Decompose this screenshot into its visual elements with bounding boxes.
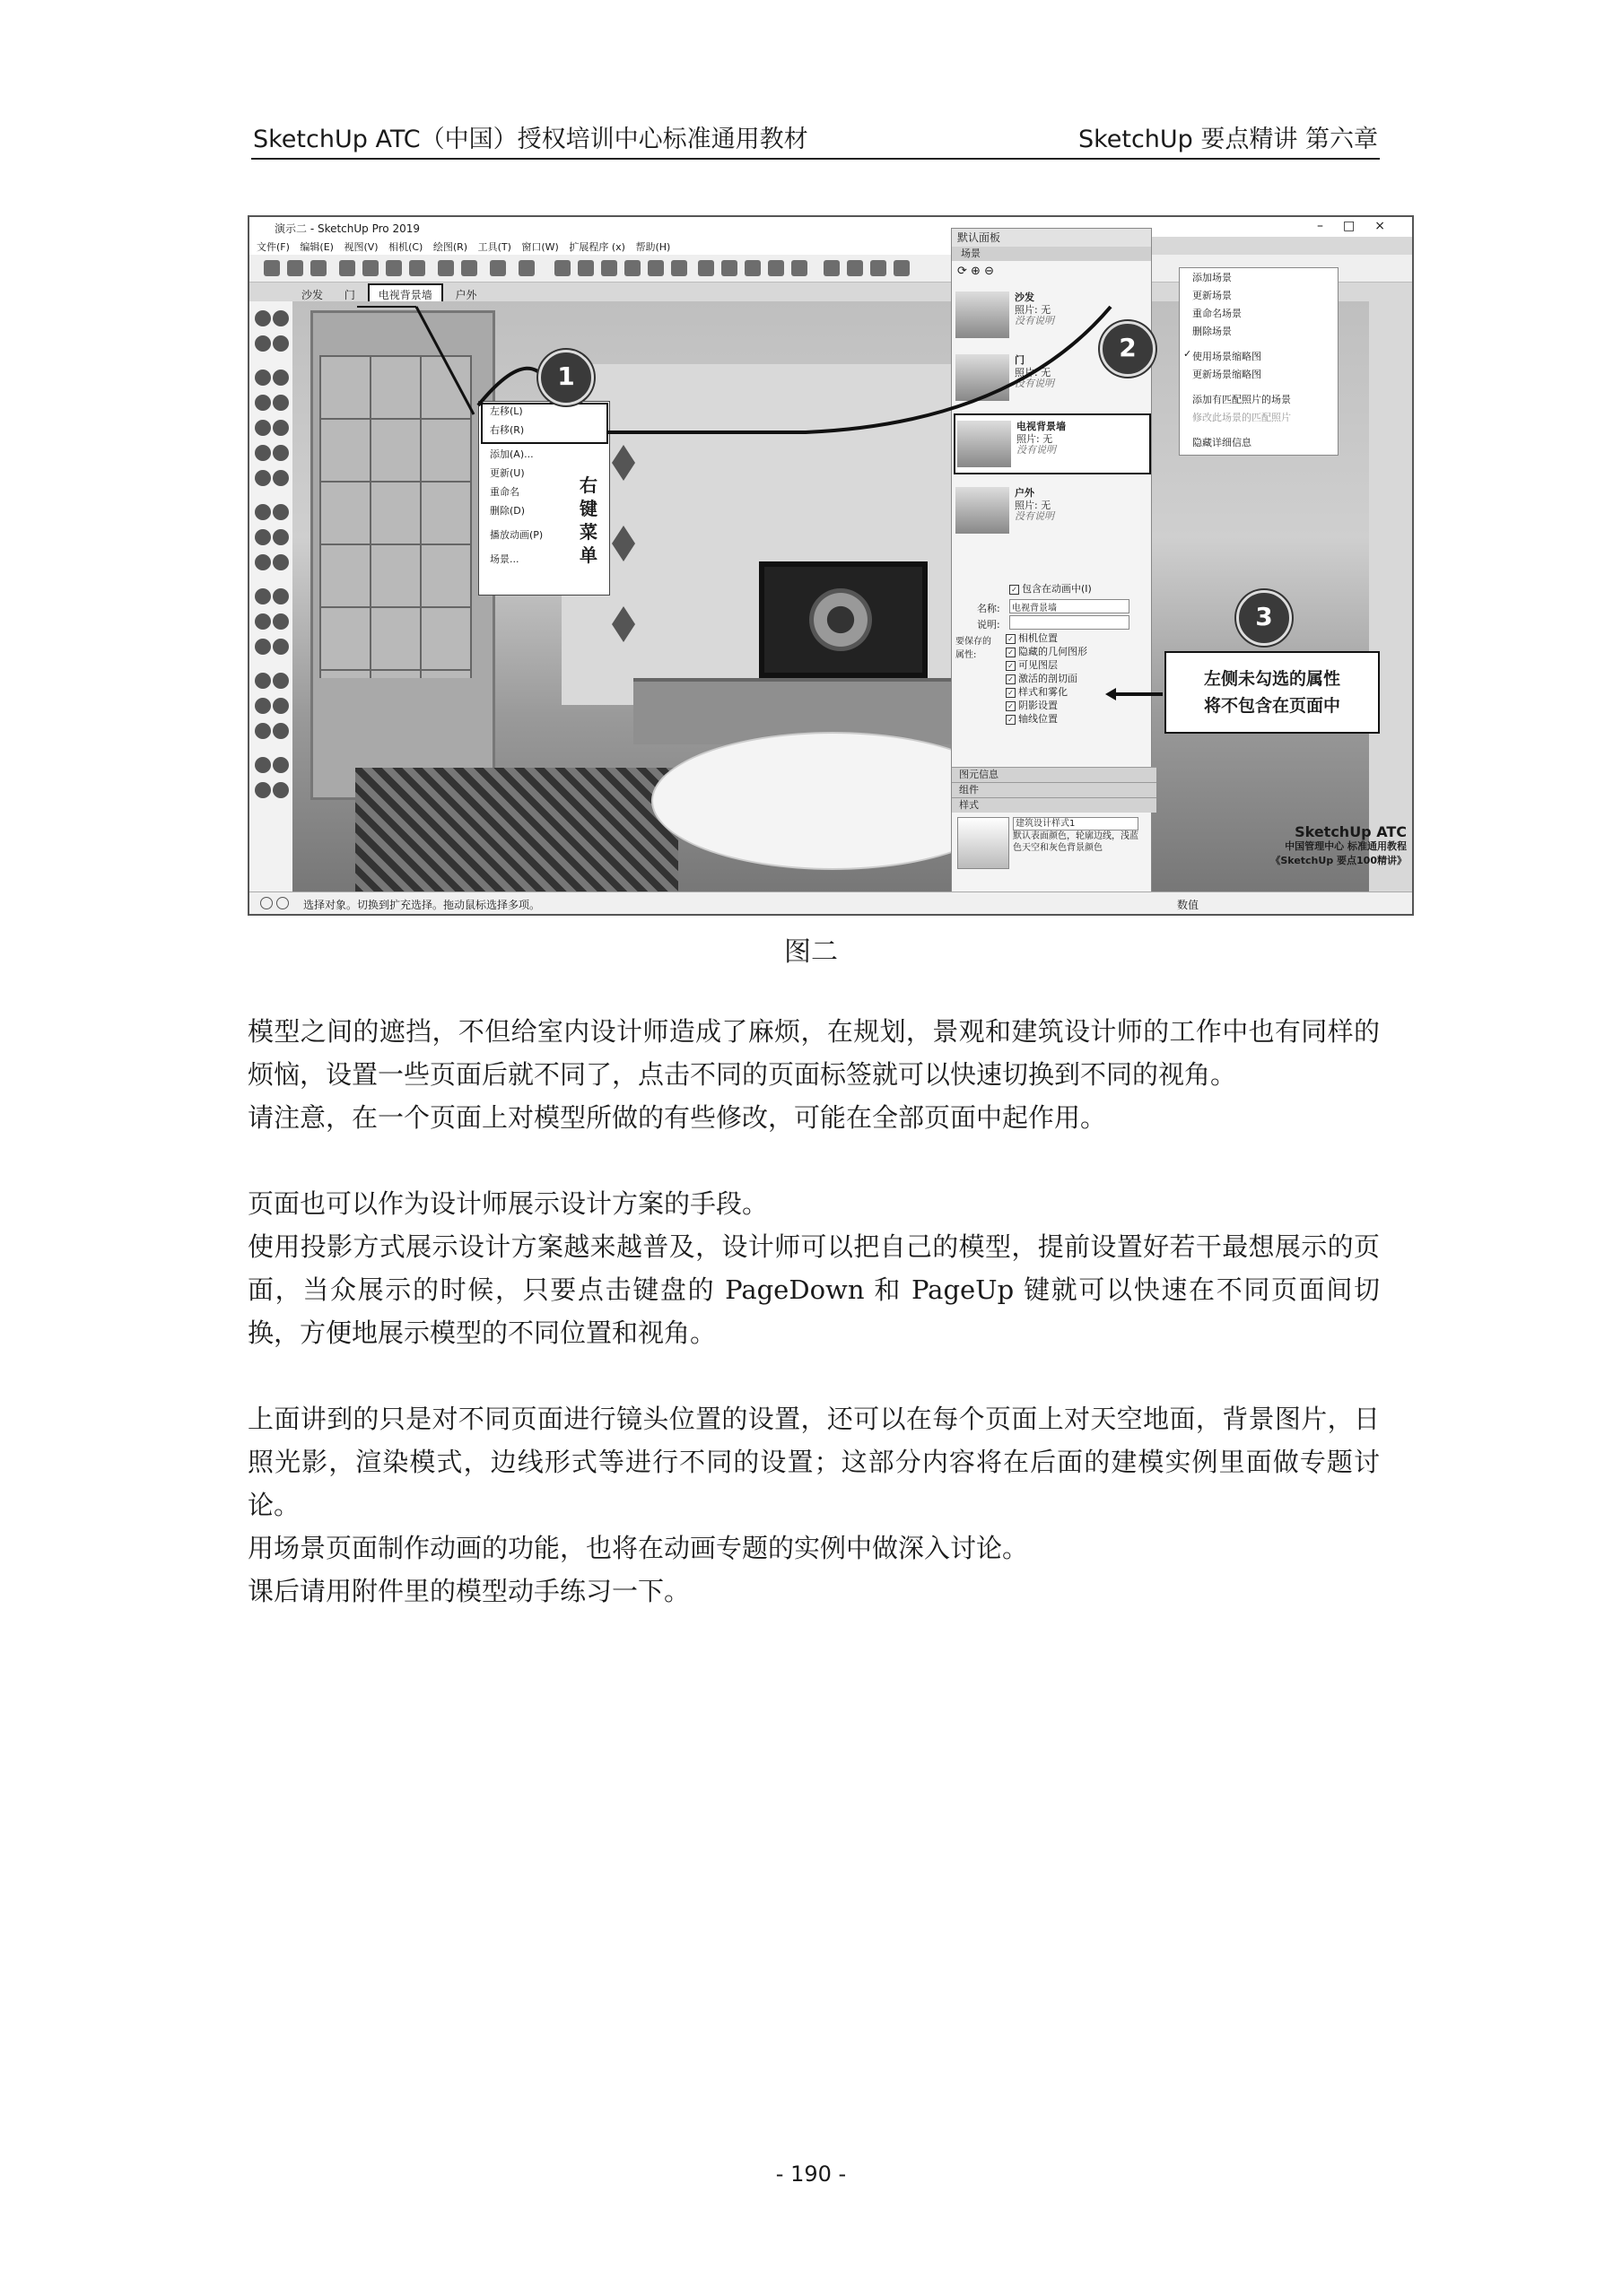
watermark-line: 中国管理中心 标准通用教程 [1285,840,1407,852]
menu-window[interactable]: 窗口(W) [521,241,559,253]
checkbox[interactable]: ✓ [1009,585,1019,595]
rmenu-update-scene[interactable]: 更新场景 [1192,290,1232,301]
header-right: SketchUp 要点精讲 第六章 [1077,126,1378,153]
callout-text-line-1: 左侧未勾选的属性 [1203,669,1340,689]
name-field[interactable]: 电视背景墙 [1009,599,1129,613]
callout-badge-3: 3 [1236,590,1292,646]
styles-header[interactable]: 样式 [952,797,1156,813]
paragraph: 课后请用附件里的模型动手练习一下。 [248,1576,691,1606]
desc-label: 说明: [977,619,1000,631]
style-desc: 默认表面颜色，轮廓边线，浅蓝色天空和灰色背景颜色 [1013,831,1138,853]
rmenu-delete-scene[interactable]: 删除场景 [1192,326,1232,337]
ctx-move-left[interactable]: 左移(L) [490,405,523,417]
rmenu-edit-matched-photo: 修改此场景的匹配照片 [1192,412,1291,423]
callout-text-line-2: 将不包含在页面中 [1203,696,1340,716]
checkbox[interactable]: ✓ [1006,688,1016,698]
checkbox[interactable]: ✓ [1006,674,1016,684]
page-number: - 190 - [775,2161,847,2187]
paragraph: 上面讲到的只是对不同页面进行镜头位置的设置，还可以在每个页面上对天空地面，背景图片，日照光影，渲染模式，边线形式等进行不同的设置；这部分内容将在后面的建模实例里面做专题讨论。 [248,1404,1380,1520]
scene-name: 户外 [1015,487,1034,499]
check-icon: ✓ [1183,348,1192,360]
scene-photo: 照片: 无 [1016,433,1053,445]
ctx-play-animation[interactable]: 播放动画(P) [490,529,544,541]
sketchup-screenshot [248,215,1414,916]
props-label: 要保存的属性: [955,637,991,660]
checkbox[interactable]: ✓ [1006,715,1016,725]
prop-label: 可见图层 [1018,659,1058,671]
ctx-add[interactable]: 添加(A)... [490,448,534,460]
scene-desc: 没有说明 [1015,510,1054,522]
scene-desc: 没有说明 [1015,315,1054,326]
annotation-arrows [249,217,1412,914]
scene-photo: 照片: 无 [1015,367,1051,378]
scene-name: 电视背景墙 [1016,421,1066,432]
callout-badge-1: 1 [538,350,594,405]
remove-scene-icon[interactable]: ⊖ [984,265,994,278]
prop-label: 轴线位置 [1018,713,1058,725]
checkbox[interactable]: ✓ [1006,648,1016,657]
paragraph: 使用投影方式展示设计方案越来越普及，设计师可以把自己的模型，提前设置好若干最想展示的页面，当众展示的时候，只要点击键盘的 PageDown 和 PageUp 键就可以快速在不同页面间切换，方便地展示模型的不同位置和视角。 [248,1231,1380,1348]
context-menu-label: 右键菜单 [580,474,597,566]
figure-caption: 图二 [784,936,838,968]
ctx-scenes[interactable]: 场景... [490,553,519,565]
tab-sofa[interactable]: 沙发 [301,289,324,301]
prop-label: 样式和雾化 [1018,686,1068,698]
watermark-line: SketchUp ATC [1295,823,1407,840]
help-icon[interactable] [260,897,273,909]
scenes-section-header[interactable]: 场景 [952,247,1151,261]
ctx-update[interactable]: 更新(U) [490,467,525,479]
rmenu-rename-scene[interactable]: 重命名场景 [1192,308,1242,319]
window-title: 演示二 - SketchUp Pro 2019 [275,222,420,235]
tab-door[interactable]: 门 [344,289,355,301]
info-icon[interactable] [276,897,289,909]
rmenu-hide-details[interactable]: 隐藏详细信息 [1192,437,1251,448]
tray-title: 默认面板 [952,229,1151,247]
scene-desc: 没有说明 [1016,444,1056,456]
rmenu-update-thumbnails[interactable]: 更新场景缩略图 [1192,369,1261,380]
scene-name: 沙发 [1015,291,1034,303]
entity-info-header[interactable]: 图元信息 [952,767,1156,782]
paragraph: 请注意，在一个页面上对模型所做的有些修改，可能在全部页面中起作用。 [248,1102,1107,1133]
measurements-label: 数值 [1177,899,1199,911]
add-scene-icon[interactable]: ⊕ [971,265,981,278]
watermark-line: 《SketchUp 要点100精讲》 [1270,855,1407,866]
ctx-rename[interactable]: 重命名 [490,486,519,498]
status-bar [249,891,1412,914]
paragraph: 模型之间的遮挡，不但给室内设计师造成了麻烦，在规划，景观和建筑设计师的工作中也有同样的烦恼，设置一些页面后就不同了，点击不同的页面标签就可以快速切换到不同的视角。 [248,1016,1380,1090]
ctx-move-right[interactable]: 右移(R) [490,424,525,436]
prop-label: 激活的剖切面 [1018,673,1077,684]
ctx-delete[interactable]: 删除(D) [490,505,526,517]
tab-tv-wall[interactable]: 电视背景墙 [368,283,443,306]
scene-name: 门 [1015,354,1025,366]
tab-outdoor[interactable]: 户外 [455,289,477,301]
page-header [251,122,1380,160]
name-label: 名称: [977,603,1000,614]
header-left: SketchUp ATC（中国）授权培训中心标准通用教材 [253,126,808,153]
refresh-icon[interactable]: ⟳ [957,265,967,278]
menu-camera[interactable]: 相机(C) [388,241,423,253]
rmenu-label: 使用场景缩略图 [1192,351,1261,362]
paragraph: 页面也可以作为设计师展示设计方案的手段。 [248,1188,769,1219]
window-controls[interactable]: –□× [1317,219,1405,233]
include-anim-label: 包含在动画中(I) [1022,583,1092,595]
callout-box [1164,651,1380,734]
menu-extensions[interactable]: 扩展程序 (x) [569,241,625,253]
components-header[interactable]: 组件 [952,782,1156,797]
status-text: 选择对象。切换到扩充选择。拖动鼠标选择多项。 [303,899,541,911]
menu-edit[interactable]: 编辑(E) [300,241,334,253]
style-name-field[interactable]: 建筑设计样式1 [1013,817,1138,831]
menu-draw[interactable]: 绘图(R) [432,241,468,253]
prop-label: 阴影设置 [1018,700,1058,711]
body-text [248,1010,1380,1613]
paragraph: 用场景页面制作动画的功能，也将在动画专题的实例中做深入讨论。 [248,1533,1029,1563]
checkbox[interactable]: ✓ [1006,701,1016,711]
watermark [1155,825,1407,868]
checkbox[interactable]: ✓ [1006,661,1016,671]
scene-photo: 照片: 无 [1015,304,1051,316]
scene-photo: 照片: 无 [1015,500,1051,511]
prop-label: 隐藏的几何图形 [1018,646,1087,657]
callout-badge-2: 2 [1100,321,1155,377]
rmenu-add-matched-photo[interactable]: 添加有匹配照片的场景 [1192,394,1291,405]
prop-label: 相机位置 [1018,632,1058,644]
menu-file[interactable]: 文件(F) [257,241,290,253]
menu-help[interactable]: 帮助(H) [635,241,671,253]
checkbox[interactable]: ✓ [1006,634,1016,644]
rmenu-add-scene[interactable]: 添加场景 [1192,272,1232,283]
menu-view[interactable]: 视图(V) [344,241,379,253]
scene-desc: 没有说明 [1015,378,1054,389]
menu-tools[interactable]: 工具(T) [477,241,511,253]
